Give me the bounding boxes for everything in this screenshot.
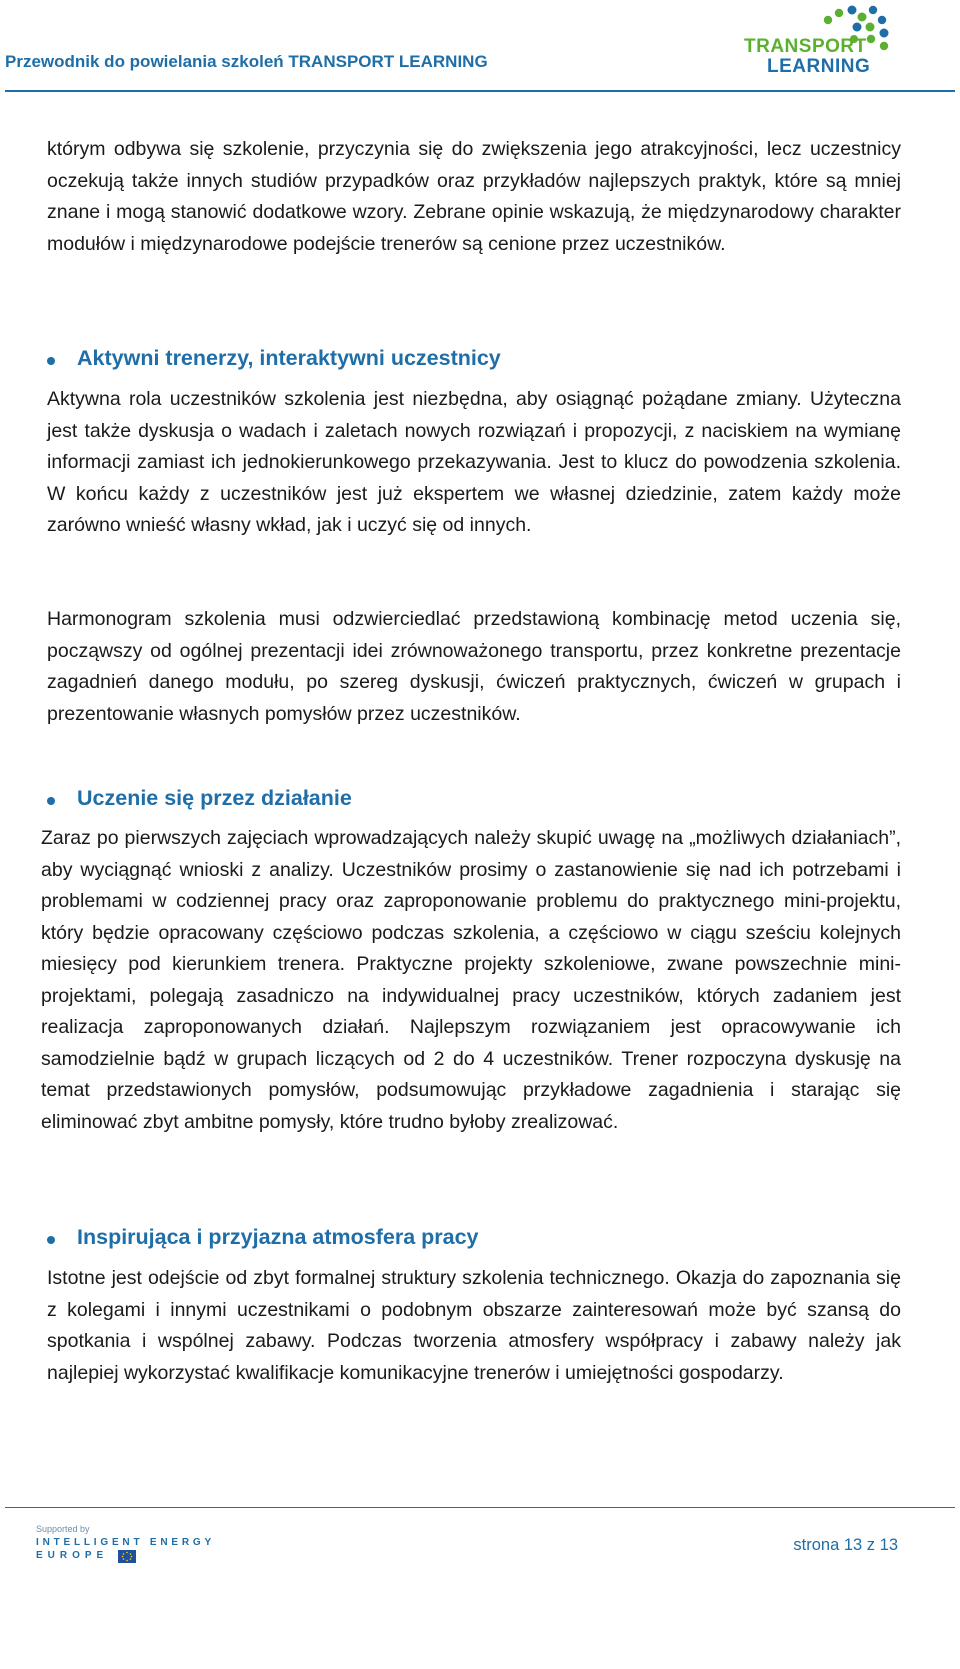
supported-by-label: Supported by [36,1524,90,1534]
transport-learning-logo [744,2,944,76]
section2-paragraph: Zaraz po pierwszych zajęciach wprowadzających należy skupić uwagę na „możliwych działaniach”, aby wyciągnąć wnioski z analizy. Uczestników prosimy o zastanowienie się nad ich potrzebami i problemami w codziennej pracy oraz zaproponowanie problemu do praktycznego mini-projektu, który będzie opracowany częściowo podczas szkolenia, a częściowo w ciągu sześciu kolejnych miesięcy pod kierunkiem trenera. Praktyczne projekty szkoleniowe, zwane powszechnie mini-projektami, polegają zasadniczo na indywidualnej pracy uczestników, których zadaniem jest realizacja zaproponowanych działań. Najlepszym rozwiązaniem jest opracowywanie ich samodzielnie bądź w grupach liczących od 2 do 4 uczestników. Trener rozpoczyna dyskusję na temat przedstawionych pomysłów, podsumowując przykładowe zagadnienia i starając się eliminować zbyt ambitne pomysły, które trudno byłoby zrealizować. [41,827,901,1133]
section-heading-inspiring-atmosphere [47,1225,907,1255]
logo-text-learning: LEARNING [767,56,871,77]
intelligent-energy-europe-logo [34,1524,234,1568]
logo-text-transport: TRANSPORT [744,36,867,57]
page-number: strona 13 z 13 [793,1536,898,1554]
page-header [0,0,960,92]
section-heading-active-trainers [47,346,907,376]
iee-text-line1: INTELLIGENT ENERGY [36,1537,215,1548]
section3-paragraph: Istotne jest odejście od zbyt formalnej struktury szkolenia technicznego. Okazja do zapoznania się z kolegami i innymi uczestnikami o podobnym obszarze zainteresowań może być szansą do spotkania i wspólnej zabawy. Podczas tworzenia atmosfery współpracy i zabawy należy jak najlepiej wykorzystać kwalifikacje komunikacyjne trenerów i umiejętności gospodarzy. [47,1267,901,1384]
section-heading-learning-by-doing [47,786,907,816]
document-title: Przewodnik do powielania szkoleń TRANSPORT LEARNING [5,52,488,71]
section-heading-text: Inspirująca i przyjazna atmosfera pracy [77,1225,479,1249]
iee-text-line2: EUROPE [36,1550,109,1561]
eu-flag-icon [118,1550,136,1563]
section1-paragraph-2: Harmonogram szkolenia musi odzwierciedlać przedstawioną kombinację metod uczenia się, począwszy od ogólnej prezentacji idei zrównoważonego transportu, przez konkretne prezentacje zagadnień danego modułu, po szereg dyskusji, ćwiczeń praktycznych, ćwiczeń w grupach i prezentowanie własnych pomysłów przez uczestników. [47,608,901,725]
header-divider [5,90,955,92]
bullet-icon [47,797,55,805]
section1-paragraph-1: Aktywna rola uczestników szkolenia jest niezbędna, aby osiągnąć pożądane zmiany. Użyteczna jest także dyskusja o wadach i zaletach nowych rozwiązań i propozycji, z naciskiem na wymianę informacji zamiast ich jednokierunkowego przekazywania. Jest to klucz do powodzenia szkolenia. W końcu każdy z uczestników jest już ekspertem we własnej dziedzinie, zatem każdy może zarówno wnieść własny wkład, jak i uczyć się od innych. [47,388,901,536]
section-heading-text: Aktywni trenerzy, interaktywni uczestnicy [77,346,501,370]
intro-paragraph: którym odbywa się szkolenie, przyczynia się do zwiększenia jego atrakcyjności, lecz uczestnicy oczekują także innych studiów przypadków oraz przykładów najlepszych praktyk, które są mniej znane i mogą stanowić dodatkowe wzory. Zebrane opinie wskazują, że międzynarodowy charakter modułów i międzynarodowe podejście trenerów są cenione przez uczestników. [47,138,901,255]
bullet-icon [47,357,55,365]
footer-divider [5,1507,955,1508]
section-heading-text: Uczenie się przez działanie [77,786,352,810]
bullet-icon [47,1236,55,1244]
